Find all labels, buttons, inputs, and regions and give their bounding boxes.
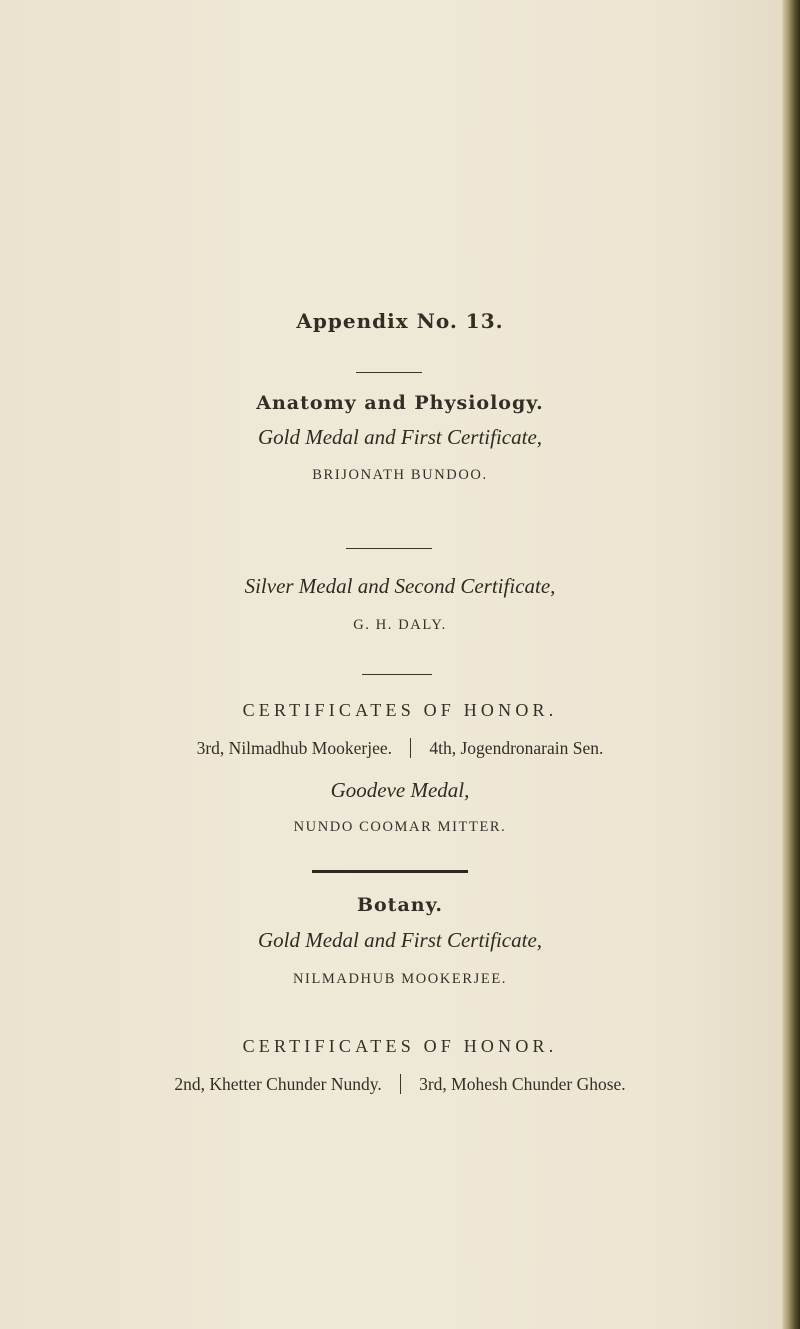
anatomy-gold-name: BRIJONATH BUNDOO. <box>312 467 488 483</box>
honor-entry: 2nd, Khetter Chunder Nundy. <box>174 1074 382 1094</box>
anatomy-silver-name: G. H. DALY. <box>353 617 447 633</box>
anatomy-gold-title: Gold Medal and First Certificate, <box>257 425 543 449</box>
anatomy-silver-title: Silver Medal and Second Certificate, <box>244 574 556 598</box>
botany-honors-row <box>0 1074 800 1095</box>
anatomy-heading: Anatomy and Physiology. <box>256 392 544 414</box>
section-divider <box>312 870 468 873</box>
goodeve-medal-title: Goodeve Medal, <box>330 778 470 802</box>
divider <box>346 548 432 549</box>
honor-entry: 3rd, Mohesh Chunder Ghose. <box>419 1074 626 1094</box>
botany-honor-heading: CERTIFICATES OF HONOR. <box>242 1036 558 1056</box>
column-separator <box>400 1074 401 1094</box>
anatomy-honors-row <box>0 738 800 759</box>
divider <box>356 372 422 373</box>
divider <box>362 674 432 675</box>
book-spine-shadow <box>782 0 800 1329</box>
honor-entry: 4th, Jogendronarain Sen. <box>429 738 604 758</box>
botany-gold-name: NILMADHUB MOOKERJEE. <box>292 971 508 987</box>
column-separator <box>410 738 411 758</box>
goodeve-medal-name: NUNDO COOMAR MITTER. <box>293 819 507 835</box>
botany-gold-title: Gold Medal and First Certificate, <box>257 928 543 952</box>
botany-heading: Botany. <box>356 894 444 916</box>
honor-entry: 3rd, Nilmadhub Mookerjee. <box>196 738 392 758</box>
anatomy-honor-heading: CERTIFICATES OF HONOR. <box>242 700 558 720</box>
appendix-heading: Appendix No. 13. <box>296 309 504 333</box>
